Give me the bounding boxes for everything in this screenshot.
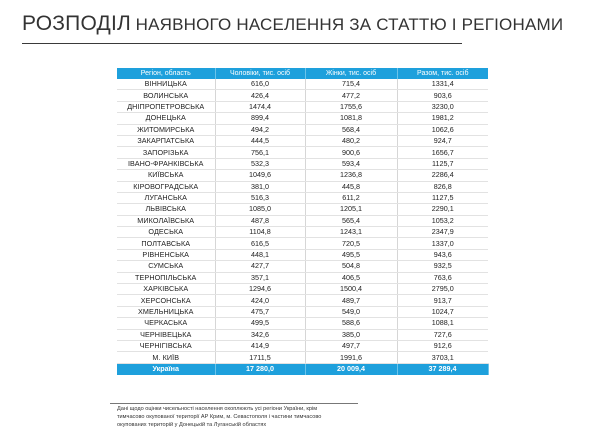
- table-row: [117, 272, 488, 283]
- cell-region: ОДЕСЬКА: [117, 227, 215, 238]
- cell-men: 494,2: [215, 124, 305, 135]
- table-row: [117, 181, 488, 192]
- footnote-line: тимчасово окупованої території АР Крим, м. Севастополя і частини тимчасово: [117, 413, 322, 420]
- cell-total: 3703,1: [397, 352, 488, 363]
- cell-men: 899,4: [215, 113, 305, 124]
- table-row: [117, 192, 488, 203]
- cell-total: 2795,0: [397, 284, 488, 295]
- cell-women: 477,2: [305, 90, 397, 101]
- table-row: [117, 113, 488, 124]
- cell-region: ХМЕЛЬНИЦЬКА: [117, 306, 215, 317]
- cell-region: ХАРКІВСЬКА: [117, 284, 215, 295]
- cell-women: 1205,1: [305, 204, 397, 215]
- cell-men: 444,5: [215, 135, 305, 146]
- cell-region: ВОЛИНСЬКА: [117, 90, 215, 101]
- footnote-line: окупованих територій у Донецькій та Луганській областях: [117, 421, 267, 428]
- cell-total: 727,6: [397, 329, 488, 340]
- cell-total: 1656,7: [397, 147, 488, 158]
- cell-region: РІВНЕНСЬКА: [117, 249, 215, 260]
- cell-women: 1755,6: [305, 101, 397, 112]
- cell-total: 1053,2: [397, 215, 488, 226]
- cell-men: 616,5: [215, 238, 305, 249]
- cell-men: 424,0: [215, 295, 305, 306]
- cell-women: 480,2: [305, 135, 397, 146]
- cell-women: 565,4: [305, 215, 397, 226]
- cell-women: 593,4: [305, 158, 397, 169]
- table-row: [117, 318, 488, 329]
- footnote-line: Дані щодо оцінки чисельності населення охоплюють усі регіони України, крім: [117, 406, 318, 412]
- table-row: [117, 295, 488, 306]
- cell-total: 943,6: [397, 249, 488, 260]
- cell-total: 1337,0: [397, 238, 488, 249]
- table-row: [117, 329, 488, 340]
- total-cell-women: 20 009,4: [305, 363, 397, 375]
- cell-region: ЧЕРНІВЕЦЬКА: [117, 329, 215, 340]
- cell-region: ЗАКАРПАТСЬКА: [117, 135, 215, 146]
- cell-total: 1125,7: [397, 158, 488, 169]
- cell-men: 427,7: [215, 261, 305, 272]
- cell-men: 516,3: [215, 192, 305, 203]
- header-region: Регіон, область: [117, 68, 215, 79]
- cell-total: 763,6: [397, 272, 488, 283]
- cell-men: 1711,5: [215, 352, 305, 363]
- cell-total: 924,7: [397, 135, 488, 146]
- cell-total: 1981,2: [397, 113, 488, 124]
- title-main-word: РОЗПОДІЛ: [22, 12, 131, 35]
- cell-women: 1500,4: [305, 284, 397, 295]
- cell-region: КИЇВСЬКА: [117, 170, 215, 181]
- cell-men: 532,3: [215, 158, 305, 169]
- cell-men: 381,0: [215, 181, 305, 192]
- cell-total: 913,7: [397, 295, 488, 306]
- footnote: [117, 406, 362, 429]
- cell-women: 900,6: [305, 147, 397, 158]
- cell-total: 2290,1: [397, 204, 488, 215]
- title-underline: [22, 43, 462, 44]
- cell-total: 2286,4: [397, 170, 488, 181]
- cell-region: ПОЛТАВСЬКА: [117, 238, 215, 249]
- table-row: [117, 306, 488, 317]
- cell-men: 475,7: [215, 306, 305, 317]
- table-row: [117, 352, 488, 363]
- table-row: [117, 135, 488, 146]
- cell-men: 357,1: [215, 272, 305, 283]
- table-row: [117, 124, 488, 135]
- cell-total: 1331,4: [397, 79, 488, 90]
- header-men: Чоловіки, тис. осіб: [215, 68, 305, 79]
- cell-total: 1062,6: [397, 124, 488, 135]
- note-divider: [110, 403, 358, 404]
- cell-men: 1104,8: [215, 227, 305, 238]
- table-body: [117, 79, 488, 375]
- cell-total: 1127,5: [397, 192, 488, 203]
- title-rest: НАЯВНОГО НАСЕЛЕННЯ ЗА СТАТТЮ І РЕГІОНАМИ: [135, 15, 564, 34]
- table-row: [117, 158, 488, 169]
- table-header-row: [117, 68, 488, 79]
- cell-region: ЖИТОМИРСЬКА: [117, 124, 215, 135]
- cell-men: 1049,6: [215, 170, 305, 181]
- total-cell-men: 17 280,0: [215, 363, 305, 375]
- cell-total: 2347,9: [397, 227, 488, 238]
- table-row: [117, 170, 488, 181]
- cell-region: ЗАПОРІЗЬКА: [117, 147, 215, 158]
- cell-region: ДНІПРОПЕТРОВСЬКА: [117, 101, 215, 112]
- cell-men: 1294,6: [215, 284, 305, 295]
- cell-men: 487,8: [215, 215, 305, 226]
- table-row: [117, 227, 488, 238]
- total-cell-total: 37 289,4: [397, 363, 488, 375]
- cell-region: ЧЕРКАСЬКА: [117, 318, 215, 329]
- cell-region: КІРОВОГРАДСЬКА: [117, 181, 215, 192]
- cell-region: ХЕРСОНСЬКА: [117, 295, 215, 306]
- cell-women: 495,5: [305, 249, 397, 260]
- cell-region: ВІННИЦЬКА: [117, 79, 215, 90]
- cell-women: 406,5: [305, 272, 397, 283]
- table-row: [117, 147, 488, 158]
- cell-region: ЛЬВІВСЬКА: [117, 204, 215, 215]
- cell-region: ДОНЕЦЬКА: [117, 113, 215, 124]
- population-table: [117, 68, 489, 375]
- cell-total: 912,6: [397, 340, 488, 351]
- cell-women: 1236,8: [305, 170, 397, 181]
- header-total: Разом, тис. осіб: [397, 68, 488, 79]
- table-row: [117, 204, 488, 215]
- table-row: [117, 261, 488, 272]
- cell-region: МИКОЛАЇВСЬКА: [117, 215, 215, 226]
- cell-men: 1474,4: [215, 101, 305, 112]
- table-row: [117, 79, 488, 90]
- cell-women: 568,4: [305, 124, 397, 135]
- cell-total: 1024,7: [397, 306, 488, 317]
- table-row: [117, 215, 488, 226]
- table-total-row: [117, 363, 488, 375]
- table-row: [117, 249, 488, 260]
- cell-total: 826,8: [397, 181, 488, 192]
- cell-women: 611,2: [305, 192, 397, 203]
- cell-men: 342,6: [215, 329, 305, 340]
- cell-women: 489,7: [305, 295, 397, 306]
- cell-women: 1081,8: [305, 113, 397, 124]
- cell-men: 1085,0: [215, 204, 305, 215]
- cell-women: 1991,6: [305, 352, 397, 363]
- cell-women: 385,0: [305, 329, 397, 340]
- page-title: [22, 12, 563, 36]
- cell-total: 932,5: [397, 261, 488, 272]
- table-row: [117, 101, 488, 112]
- cell-region: ТЕРНОПІЛЬСЬКА: [117, 272, 215, 283]
- cell-region: ЛУГАНСЬКА: [117, 192, 215, 203]
- cell-women: 549,0: [305, 306, 397, 317]
- cell-women: 588,6: [305, 318, 397, 329]
- cell-women: 497,7: [305, 340, 397, 351]
- table-row: [117, 284, 488, 295]
- total-cell-region: Україна: [117, 363, 215, 375]
- table-row: [117, 340, 488, 351]
- cell-region: М. КИЇВ: [117, 352, 215, 363]
- cell-men: 499,5: [215, 318, 305, 329]
- cell-total: 1088,1: [397, 318, 488, 329]
- cell-women: 1243,1: [305, 227, 397, 238]
- cell-men: 448,1: [215, 249, 305, 260]
- table-row: [117, 238, 488, 249]
- cell-region: СУМСЬКА: [117, 261, 215, 272]
- header-women: Жінки, тис. осіб: [305, 68, 397, 79]
- cell-total: 903,6: [397, 90, 488, 101]
- cell-women: 504,8: [305, 261, 397, 272]
- cell-women: 715,4: [305, 79, 397, 90]
- cell-total: 3230,0: [397, 101, 488, 112]
- cell-region: ЧЕРНІГІВСЬКА: [117, 340, 215, 351]
- cell-women: 720,5: [305, 238, 397, 249]
- cell-men: 414,9: [215, 340, 305, 351]
- cell-women: 445,8: [305, 181, 397, 192]
- cell-men: 616,0: [215, 79, 305, 90]
- cell-region: ІВАНО-ФРАНКІВСЬКА: [117, 158, 215, 169]
- table-row: [117, 90, 488, 101]
- cell-men: 756,1: [215, 147, 305, 158]
- cell-men: 426,4: [215, 90, 305, 101]
